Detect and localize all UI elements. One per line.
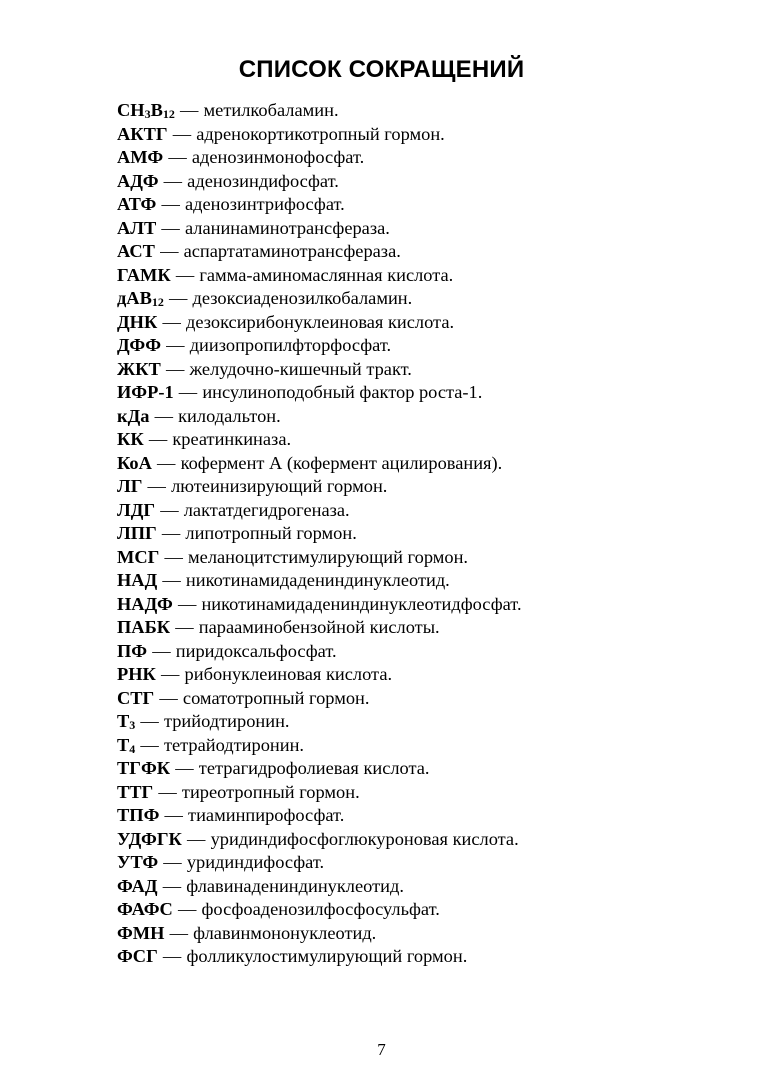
abbreviation-term [117,664,156,684]
abbreviation-term-text: кДа [117,405,150,426]
em-dash-separator: — [175,758,194,778]
abbreviation-entry [117,358,522,382]
abbreviation-term [117,382,174,402]
abbreviation-entry [117,522,522,546]
abbreviation-definition: рибонуклеиновая кислота. [184,664,393,684]
abbreviation-entry [117,922,522,946]
abbreviation-entry [117,499,522,523]
abbreviation-entry [117,334,522,358]
em-dash-separator: — [154,405,173,426]
abbreviation-definition: лютеинизирующий гормон. [171,476,388,496]
abbreviation-term-text: КоА [117,452,152,473]
abbreviation-term [117,594,173,614]
abbreviation-term-text: ЛПГ [117,523,157,543]
abbreviation-subscript: 3 [129,718,136,732]
abbreviation-entry [117,687,522,711]
em-dash-separator: — [163,852,182,872]
abbreviation-term-text: АЛТ [117,217,157,238]
abbreviation-entry [117,381,522,405]
abbreviation-entry [117,405,522,429]
abbreviation-subscript: 4 [129,741,136,756]
abbreviation-definition: липотропный гормон. [185,523,357,543]
abbreviation-definition: уридиндифосфоглюкуроновая кислота. [210,828,519,849]
abbreviation-term [117,829,182,849]
em-dash-separator: — [162,570,181,590]
abbreviation-term-text: B [150,100,163,120]
abbreviation-term [117,100,175,120]
abbreviation-definition: аденозинтрифосфат. [185,194,345,214]
abbreviation-term-text: АТФ [117,194,157,214]
abbreviation-entry [117,311,522,335]
page-number: 7 [377,1040,386,1059]
em-dash-separator: — [160,499,179,520]
em-dash-separator: — [165,358,185,379]
abbreviation-definition: фолликулостимулирующий гормон. [186,946,468,966]
abbreviation-definition: дезоксирибонуклеиновая кислота. [185,311,455,332]
abbreviation-term [117,147,163,167]
em-dash-separator: — [172,123,192,144]
abbreviation-term-text: Т [117,711,130,731]
abbreviation-definition: лактатдегидрогеназа. [183,499,350,520]
abbreviation-term [117,429,144,449]
abbreviation-term [117,453,152,473]
abbreviation-term [117,312,157,332]
abbreviation-definition: тетрайодтиронин. [163,734,305,755]
abbreviation-term [117,852,158,872]
abbreviation-term-text: МСГ [117,546,160,567]
abbreviation-entry [117,710,522,734]
em-dash-separator: — [169,288,188,308]
abbreviation-term [117,288,164,308]
abbreviation-term [117,899,173,919]
em-dash-separator: — [177,593,197,614]
abbreviation-entry [117,146,522,170]
abbreviation-term-text: УТФ [117,852,159,872]
em-dash-separator: — [175,617,194,637]
abbreviation-term [117,476,142,496]
abbreviation-term [117,406,149,426]
abbreviation-term-text: ГАМК [117,264,171,285]
abbreviation-definition: тетрагидрофолиевая кислота. [198,758,430,778]
abbreviation-definition: меланоцитстимулирующий гормон. [188,546,469,567]
abbreviation-entry [117,546,522,570]
em-dash-separator: — [163,170,183,191]
abbreviation-term [117,194,156,214]
abbreviation-term [117,617,170,637]
em-dash-separator: — [158,781,177,802]
em-dash-separator: — [160,241,179,261]
abbreviation-term [117,523,157,543]
abbreviation-term [117,735,135,755]
abbreviation-entry [117,475,522,499]
abbreviation-entry [117,945,522,969]
em-dash-separator: — [162,311,181,332]
abbreviation-entry [117,264,522,288]
em-dash-separator: — [164,546,183,567]
abbreviation-term-text: ДФФ [117,335,162,355]
em-dash-separator: — [178,382,198,402]
em-dash-separator: — [164,805,183,825]
abbreviation-term [117,124,168,144]
abbreviation-definition: тиреотропный гормон. [181,781,360,802]
em-dash-separator: — [152,640,171,661]
abbreviation-entry [117,804,522,828]
abbreviation-term-text: ФМН [117,922,165,943]
abbreviation-definition: пиридоксальфосфат. [175,640,337,661]
abbreviation-term [117,335,161,355]
abbreviation-term-text: ПФ [117,640,148,661]
em-dash-separator: — [161,664,180,684]
abbreviation-entry [117,193,522,217]
abbreviation-term [117,711,135,731]
abbreviation-entry [117,781,522,805]
abbreviation-term [117,265,171,285]
em-dash-separator: — [157,452,176,473]
abbreviation-term [117,876,158,896]
abbreviation-term-text: ЛГ [117,476,143,496]
abbreviation-entry [117,640,522,664]
abbreviation-term-text: ИФР-1 [117,382,174,402]
em-dash-separator: — [175,264,195,285]
abbreviation-term-text: ФАД [117,875,158,896]
abbreviation-term-text: ЛДГ [117,499,156,520]
abbreviation-term-text: ТГФК [117,758,171,778]
abbreviation-definition: желудочно-кишечный тракт. [189,358,412,379]
em-dash-separator: — [161,217,180,238]
em-dash-separator: — [161,523,181,543]
abbreviation-definition: дезоксиаденозилкобаламин. [192,288,413,308]
abbreviation-definition: флавинадениндинуклеотид. [186,875,404,896]
abbreviation-term [117,782,153,802]
abbreviation-definition: флавинмононуклеотид. [193,922,377,943]
abbreviation-term-text: АКТГ [117,123,168,144]
em-dash-separator: — [147,476,166,496]
abbreviation-definition: инсулиноподобный фактор роста-1. [202,382,483,402]
em-dash-separator: — [140,711,159,731]
page-title: СПИСОК СОКРАЩЕНИЙ [238,56,525,83]
em-dash-separator: — [162,946,182,966]
abbreviation-term-text: НАДФ [117,593,173,614]
abbreviation-term [117,641,147,661]
abbreviation-term [117,758,170,778]
em-dash-separator: — [166,335,185,355]
abbreviation-entry [117,757,522,781]
abbreviation-term [117,359,161,379]
abbreviation-term-text: УДФГК [117,828,182,849]
em-dash-separator: — [187,828,206,849]
em-dash-separator: — [140,734,159,755]
abbreviation-term [117,688,154,708]
abbreviation-entry [117,452,522,476]
abbreviation-definition: диизопропилфторфосфат. [189,335,392,355]
abbreviation-term-text: ДНК [117,311,158,332]
abbreviation-term-text: РНК [117,664,156,684]
abbreviation-subscript: 12 [162,107,175,121]
abbreviation-entry [117,875,522,899]
abbreviation-definition: адренокортикотропный гормон. [196,123,445,144]
em-dash-separator: — [148,429,168,449]
abbreviation-subscript: 3 [144,107,151,121]
abbreviation-term-text: КК [117,429,144,449]
abbreviation-term [117,547,159,567]
abbreviation-definition: никотинамидадениндинуклеотид. [185,570,450,590]
abbreviation-term [117,218,156,238]
abbreviation-definition: аденозинмонофосфат. [191,147,365,167]
abbreviation-term [117,171,159,191]
abbreviation-entry [117,663,522,687]
abbreviation-entry [117,828,522,852]
abbreviation-entry [117,616,522,640]
abbreviation-definition: аспартатаминотрансфераза. [183,241,401,261]
abbreviation-definition: уридиндифосфат. [186,852,325,872]
abbreviation-definition: аденозиндифосфат. [187,170,339,191]
em-dash-separator: — [177,899,197,919]
abbreviation-definition: килодальтон. [178,405,281,426]
abbreviation-term-text: Т [117,734,130,755]
abbreviation-definition: парааминобензойной кислоты. [198,617,440,637]
abbreviation-term-text: АСТ [117,241,155,261]
em-dash-separator: — [168,147,187,167]
abbreviation-entry [117,287,522,311]
abbreviation-definition: никотинамидадениндинуклеотидфосфат. [201,593,522,614]
abbreviation-term-text: НАД [117,570,158,590]
abbreviation-definition: тиаминпирофосфат. [188,805,345,825]
abbreviation-term [117,241,155,261]
abbreviation-term [117,570,157,590]
abbreviation-definition: кофермент А (кофермент ацилирования). [180,452,503,473]
abbreviation-list [117,99,522,969]
em-dash-separator: — [180,100,199,120]
abbreviation-entry [117,217,522,241]
abbreviation-definition: трийодтиронин. [163,711,290,731]
em-dash-separator: — [169,922,188,943]
abbreviation-entry [117,851,522,875]
abbreviation-term-text: ЖКТ [117,358,161,379]
abbreviation-entry [117,569,522,593]
abbreviation-term-text: CH [117,100,145,120]
em-dash-separator: — [159,687,178,708]
abbreviation-entry [117,240,522,264]
abbreviation-term-text: ФСГ [117,946,158,966]
abbreviation-definition: креатинкиназа. [172,429,292,449]
em-dash-separator: — [162,875,182,896]
abbreviation-subscript: 12 [151,295,164,309]
abbreviation-definition: гамма-аминомаслянная кислота. [199,264,454,285]
abbreviation-definition: аланинаминотрансфераза. [184,217,390,238]
abbreviation-entry [117,898,522,922]
abbreviation-entry [117,170,522,194]
abbreviation-entry [117,734,522,758]
abbreviation-term-text: ТТГ [117,781,154,802]
abbreviation-term [117,946,158,966]
abbreviation-entry [117,593,522,617]
abbreviation-term-text: АДФ [117,170,159,191]
abbreviation-term-text: ФАФС [117,899,173,919]
abbreviation-entry [117,428,522,452]
abbreviation-definition: соматотропный гормон. [182,687,370,708]
abbreviation-entry [117,99,522,123]
abbreviation-term-text: дАВ [117,288,152,308]
abbreviation-term [117,923,164,943]
abbreviation-term [117,805,159,825]
abbreviation-term-text: ТПФ [117,805,160,825]
em-dash-separator: — [161,194,180,214]
abbreviation-definition: фосфоаденозилфосфосульфат. [201,899,440,919]
abbreviation-definition: метилкобаламин. [203,100,339,120]
abbreviation-term-text: СТГ [117,687,155,708]
abbreviation-term-text: АМФ [117,147,164,167]
abbreviation-term [117,500,155,520]
abbreviation-term-text: ПАБК [117,617,171,637]
abbreviation-entry [117,123,522,147]
